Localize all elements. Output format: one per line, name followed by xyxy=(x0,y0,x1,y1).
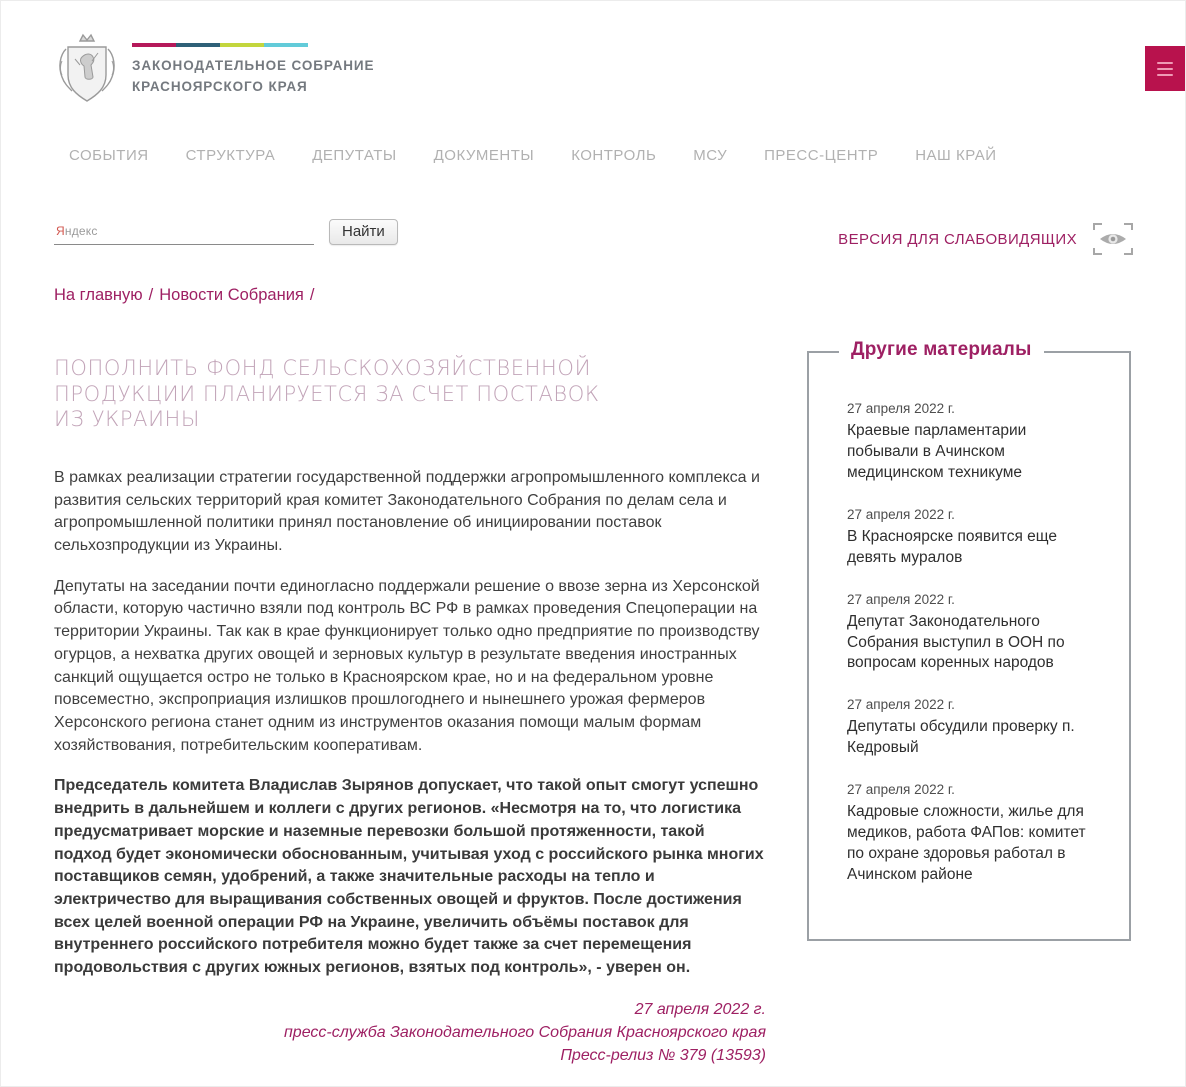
nav-item-region[interactable]: НАШ КРАЙ xyxy=(915,147,997,164)
signature-source: пресс-служба Законодательного Собрания Красноярского края xyxy=(283,1024,766,1042)
nav-item-events[interactable]: СОБЫТИЯ xyxy=(69,147,149,164)
site-logo[interactable] xyxy=(56,31,374,107)
news-item-link[interactable]: Краевые парламентарии побывали в Ачинском медицинском техникуме xyxy=(847,422,1027,481)
news-item-date: 27 апреля 2022 г. xyxy=(847,506,955,522)
nav-item-deputies[interactable]: ДЕПУТАТЫ xyxy=(312,147,397,164)
article xyxy=(54,356,766,1067)
yandex-logo-rest: ндекс xyxy=(64,224,98,238)
signature-date: 27 апреля 2022 г. xyxy=(634,1000,766,1018)
news-item-date: 27 апреля 2022 г. xyxy=(847,401,955,416)
hamburger-icon xyxy=(1157,62,1173,64)
eye-icon xyxy=(1092,222,1134,256)
list-item xyxy=(847,401,1091,484)
stripe-segment-magenta xyxy=(132,43,176,47)
menu-button[interactable] xyxy=(1145,46,1185,91)
list-item xyxy=(847,782,1091,886)
main-nav xyxy=(69,147,996,164)
breadcrumb xyxy=(54,286,320,305)
nav-item-documents[interactable]: ДОКУМЕНТЫ xyxy=(433,147,535,164)
article-signature xyxy=(54,998,766,1068)
list-item xyxy=(847,507,1091,569)
logo-stripe xyxy=(132,43,308,47)
article-paragraph-2: Депутаты на заседании почти единогласно поддержали решение о ввозе зерна из Херсонской области, которую частично взяли под контроль ВС РФ в рамках проведения Спецоперации на территории Украины. Так как в крае функционирует только одно предприятие по производству огурцов, а нехватка других овощей и зерновых культур в результате введения иностранных санкций ощущается остро не только в Красноярском крае, но и на федеральном уровне повсеместно, экспроприация излишков прошлогоднего и нынешнего урожая фермеров Херсонского региона станет одним из инструментов оказания помощи малым формам хозяйствования, потребительским кооперативам. xyxy=(54,577,760,754)
news-item-link[interactable]: Депутаты обсудили проверку п. Кедровый xyxy=(847,718,1075,757)
news-item-date: 27 апреля 2022 г. xyxy=(847,782,955,798)
list-item xyxy=(847,592,1091,675)
org-name-line2: КРАСНОЯРСКОГО КРАЯ xyxy=(132,78,308,94)
breadcrumb-section[interactable]: Новости Собрания xyxy=(159,286,304,304)
article-paragraph-1: В рамках реализации стратегии государственной поддержки агропромышленного комплекса и развития сельских территорий края комитет Законодательного Собрания по делам села и агропромышленной политики принял постановление об инициировании поставок сельхозпродукции из Украины. xyxy=(54,468,760,554)
search-button[interactable]: Найти xyxy=(329,219,398,245)
breadcrumb-separator: / xyxy=(148,286,154,304)
nav-item-control[interactable]: КОНТРОЛЬ xyxy=(571,147,657,164)
nav-item-structure[interactable]: СТРУКТУРА xyxy=(185,147,276,164)
breadcrumb-separator: / xyxy=(309,286,315,304)
other-materials-panel xyxy=(807,339,1131,941)
news-item-date: 27 апреля 2022 г. xyxy=(847,591,955,607)
stripe-segment-cyan xyxy=(264,43,308,47)
list-item xyxy=(847,697,1091,759)
nav-item-presscenter[interactable]: ПРЕСС-ЦЕНТР xyxy=(764,147,879,164)
accessibility-version-link[interactable] xyxy=(838,222,1134,256)
article-paragraph-3: Председатель комитета Владислав Зырянов допускает, что такой опыт смогут успешно внедрить в дальнейшем и коллеги с других регионов. «Несмотря на то, что логистика предусматривает морские и наземные перевозки большой протяженности, такой подход будет экономически обоснованным, учитывая уход с российского рынка многих поставщиков семян, удобрений, а также значительные расходы на тепло и электричество для выращивания собственных овощей и фруктов. После достижения всех целей военной операции РФ на Украине, увеличить объёмы поставок для внутреннего российского потребителя можно будет также за счет перемещения продовольствия с других южных регионов, взятых под контроль», - уверен он. xyxy=(54,777,764,977)
search-bar xyxy=(54,219,398,245)
news-item-date: 27 апреля 2022 г. xyxy=(847,697,955,713)
logo-text xyxy=(132,31,374,98)
news-item-link[interactable]: Кадровые сложности, жилье для медиков, работа ФАПов: комитет по охране здоровья работал в Ачинском районе xyxy=(847,803,1086,883)
org-name-line1: ЗАКОНОДАТЕЛЬНОЕ СОБРАНИЕ xyxy=(132,58,375,73)
stripe-segment-lime xyxy=(220,43,264,47)
hamburger-icon xyxy=(1157,74,1173,76)
news-item-link[interactable]: Депутат Законодательного Собрания выступил в ООН по вопросам коренных народов xyxy=(847,612,1065,672)
coat-of-arms-icon xyxy=(56,31,118,107)
accessibility-label: ВЕРСИЯ ДЛЯ СЛАБОВИДЯЩИХ xyxy=(838,230,1077,248)
nav-item-msu[interactable]: МСУ xyxy=(693,147,728,164)
breadcrumb-home[interactable]: На главную xyxy=(54,286,143,304)
org-name xyxy=(132,56,374,98)
news-item-link[interactable]: В Красноярске появится еще девять муралов xyxy=(847,527,1057,566)
stripe-segment-teal xyxy=(176,43,220,47)
search-input[interactable] xyxy=(54,219,314,245)
hamburger-icon xyxy=(1157,68,1173,70)
other-materials-title: Другие материалы xyxy=(839,339,1044,361)
signature-release-number: Пресс-релиз № 379 (13593) xyxy=(560,1047,766,1065)
yandex-logo-letter: Я xyxy=(56,224,65,238)
article-title: ПОПОЛНИТЬ ФОНД СЕЛЬСКОХОЗЯЙСТВЕННОЙ ПРОДУКЦИИ ПЛАНИРУЕТСЯ ЗА СЧЕТ ПОСТАВОК ИЗ УКРАИНЫ xyxy=(54,356,600,432)
